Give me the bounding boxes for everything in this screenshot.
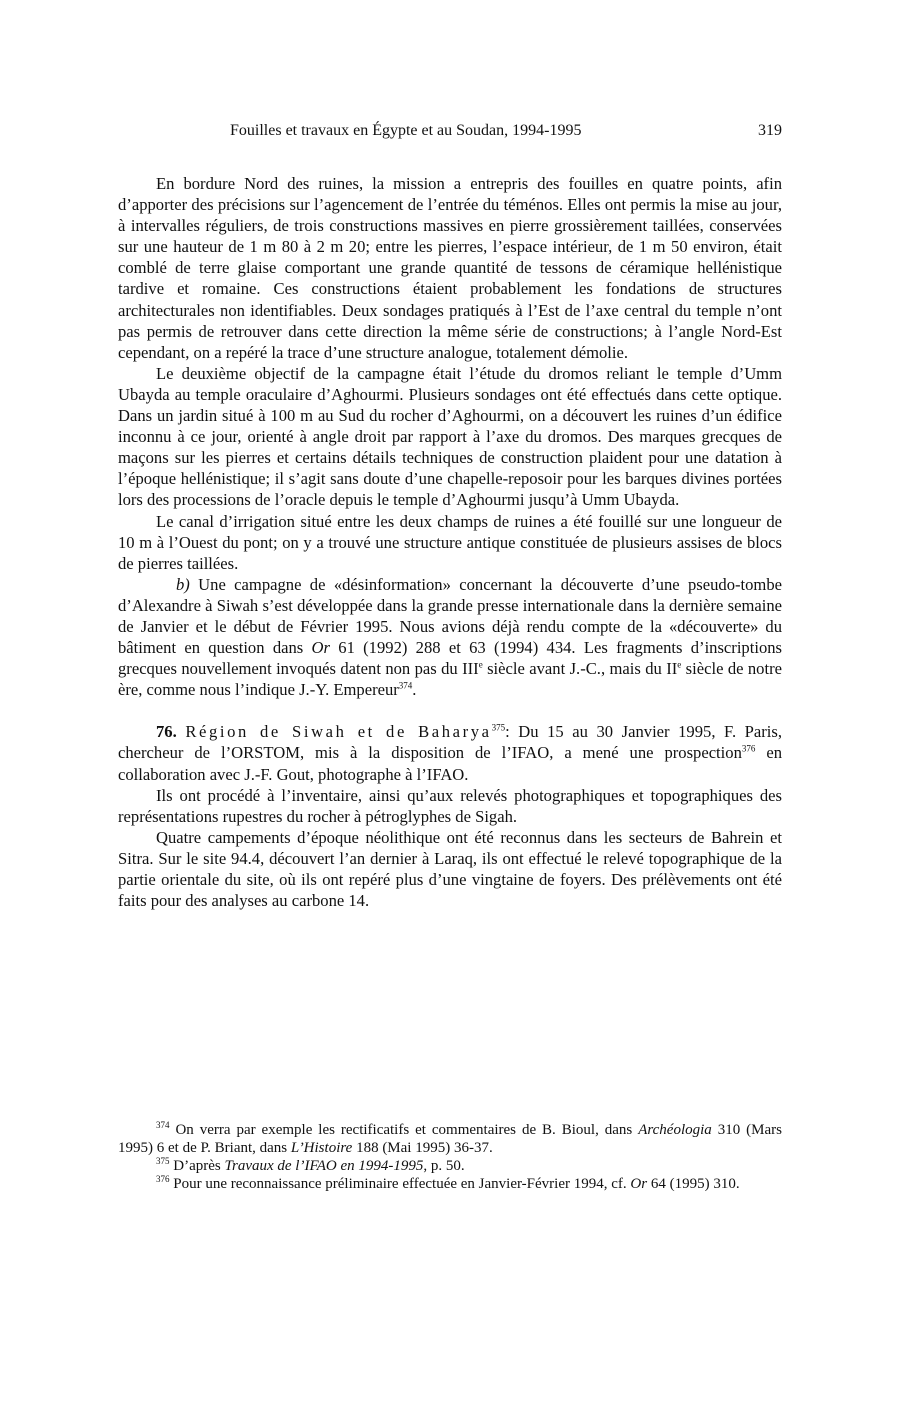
- journal-abbrev: Or: [311, 638, 330, 658]
- footnote-ref-374[interactable]: 374: [398, 680, 413, 691]
- page-number: 319: [758, 122, 782, 139]
- paragraph-disinformation: b) Une campagne de «désinformation» concernant la découverte d’une pseudo-tombe d’Alexandre à Siwah s’est développée dans la grande presse internationale dans la dernière semaine de Janvier et le début de Février 1995. Nous avions déjà rendu compte de la «découverte» du bâtiment en question dans Or 61 (1992) 288 et 63 (1994) 434. Les fragments d’inscriptions grecques nouvellement invoqués datent non pas du IIIe siècle avant J.-C., mais du IIe siècle de notre ère, comme nous l’indique J.-Y. Empereur$^{374}$.: [118, 574, 783, 700]
- footnote-ref-375[interactable]: 375: [491, 722, 506, 733]
- running-title: Fouilles et travaux en Égypte et au Soudan, 1994-1995: [230, 122, 582, 139]
- section-place: Région de Siwah et de Baharya: [185, 722, 492, 742]
- section-76-heading-paragraph: 76. Région de Siwah et de Baharya$^{375}$: Du 15 au 30 Janvier 1995, F. Paris, chercheur de l’ORSTOM, mis à la disposition de l’IFAO, a mené une prospection$^{376}$ en collaboration avec J.-F. Gout, photographe à l’IFAO.: [118, 722, 782, 784]
- paragraph-inventory: Ils ont procédé à l’inventaire, ainsi qu’aux relevés photographiques et topographiques des représentations rupestres du rocher à pétroglyphes de Sigah.: [118, 785, 782, 826]
- footnote-374: $^{374}$ On verra par exemple les rectificatifs et commentaires de B. Bioul, dans Archéologia 310 (Mars 1995) 6 et de P. Briant, dans L’Histoire 188 (Mai 1995) 36-37.: [118, 1120, 782, 1156]
- main-text: [118, 173, 782, 911]
- footnote-376: $^{376}$ Pour une reconnaissance préliminaire effectuée en Janvier-Février 1994, cf. Or 64 (1995) 310.: [156, 1174, 740, 1192]
- paragraph-dromos: Le deuxième objectif de la campagne était l’étude du dromos reliant le temple d’Umm Ubayda au temple oraculaire d’Aghourmi. Plusieurs sondages ont été effectués dans cette optique. Dans un jardin situé à 100 m au Sud du rocher d’Aghourmi, on a découvert les ruines d’un édifice inconnu à ce jour, orienté à angle droit par rapport à l’axe du dromos. Des marques grecques de maçons sur les pierres et certains détails techniques de construction plaident pour une datation à l’époque hellénistique; il s’agit sans doute d’une chapelle-reposoir pour les barques divines portées lors des processions de l’oracle depuis le temple d’Aghourmi jusqu’à Umm Ubayda.: [118, 363, 782, 510]
- footnotes: [118, 1121, 782, 1193]
- paragraph-irrigation-canal: Le canal d’irrigation situé entre les deux champs de ruines a été fouillé sur une longueur de 10 m à l’Ouest du pont; on y a trouvé une structure antique constituée de plusieurs assises de blocs de pierres taillées.: [118, 511, 782, 573]
- item-marker: b): [176, 574, 190, 594]
- section-number: 76.: [156, 722, 177, 742]
- footnote-ref-376[interactable]: 376: [741, 743, 756, 754]
- paragraph-neolithic-camps: Quatre campements d’époque néolithique ont été reconnus dans les secteurs de Bahrein et Sitra. Sur le site 94.4, découvert l’an dernier à Laraq, ils ont effectué le relevé topographique de la partie orientale du site, où ils ont repéré plus d’une vingtaine de foyers. Des prélèvements ont été faits pour des analyses au carbone 14.: [118, 827, 782, 911]
- paragraph-north-excavations: En bordure Nord des ruines, la mission a entrepris des fouilles en quatre points, afin d’apporter des précisions sur l’agencement de l’entrée du téménos. Elles ont permis la mise au jour, à intervalles réguliers, de trois constructions massives en pierre grossièrement taillées, conservées sur une hauteur de 1 m 80 à 2 m 20; entre les pierres, l’espace intérieur, de 1 m 50 environ, était comblé de terre glaise comportant une grande quantité de tessons de céramique hellénistique tardive et romaine. Ces constructions étaient probablement les fondations de structures architecturales non identifiables. Deux sondages pratiqués à l’Est de l’axe central du temple n’ont pas permis de retrouver dans cette direction la même série de constructions; à l’angle Nord-Est cependant, on a repéré la trace d’une structure analogue, totalement démolie.: [118, 174, 782, 362]
- footnote-375: $^{375}$ D’après Travaux de l’IFAO en 1994-1995, p. 50.: [156, 1156, 465, 1174]
